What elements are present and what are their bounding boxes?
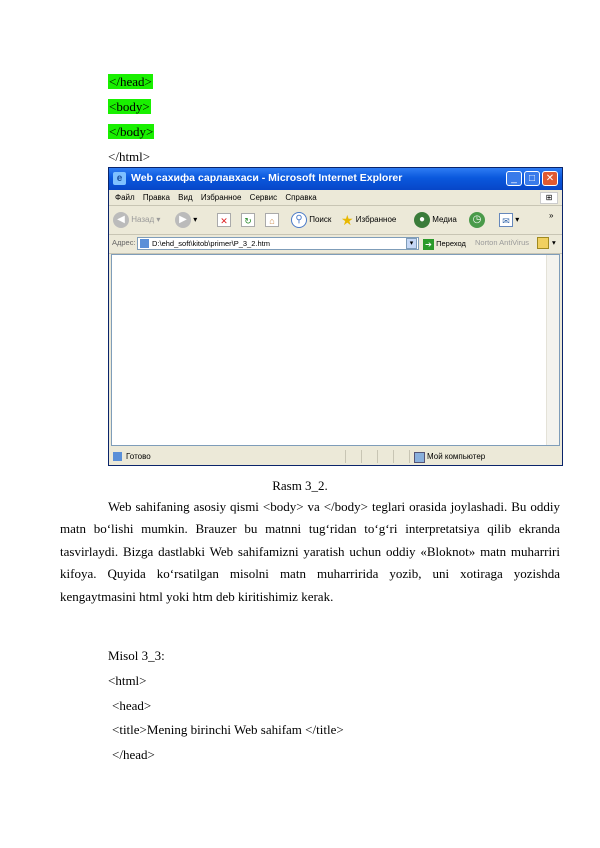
body-paragraph: Web sahifaning asosiy qismi <body> va </body> teglari orasida joylashadi. Bu oddiy matn bo‘lishi mumkin. Brauzer bu matnni tug‘ridan to‘g‘ri interpretatsiya qilib ekranda tasvirlaydi. Bizga dastlabki Web sahifamizni yaratish uchun oddiy «Bloknot» matn muharriri kifoya. Quyida ko‘rsatilgan misolni matn muharririda yozib, uni xotiraga yozishda kengaytmasini html yoki htm deb kiritishimiz kerak. bbox=[60, 499, 560, 604]
status-zone: Мой компьютер bbox=[427, 452, 486, 461]
page-content-area bbox=[111, 254, 560, 446]
norton-icon[interactable] bbox=[537, 237, 549, 249]
home-icon: ⌂ bbox=[265, 213, 279, 227]
address-input[interactable]: D:\ehd_soft\kitob\primer\P_3_2.htm ▾ bbox=[137, 237, 419, 250]
norton-label: Norton AntiVirus bbox=[475, 238, 530, 247]
menu-favorites[interactable]: Избранное bbox=[200, 193, 242, 202]
minimize-icon[interactable]: _ bbox=[506, 171, 522, 186]
browser-menu-bar bbox=[109, 190, 562, 206]
mail-icon: ✉ bbox=[499, 213, 513, 227]
address-label: Адрес: bbox=[112, 238, 136, 247]
toolbar-overflow-icon[interactable]: » bbox=[549, 211, 554, 220]
norton-dropdown-icon[interactable]: ▾ bbox=[552, 238, 556, 247]
browser-window bbox=[108, 167, 563, 466]
mail-button[interactable]: ✉ ▾ bbox=[499, 211, 519, 229]
figure-caption: Rasm 3_2. bbox=[272, 478, 328, 493]
ie-logo-icon: e bbox=[113, 172, 126, 185]
forward-arrow-icon: ▶ bbox=[175, 212, 191, 228]
browser-title-bar bbox=[109, 168, 562, 190]
back-arrow-icon: ◀ bbox=[113, 212, 129, 228]
favorites-button[interactable]: ★ Избранное bbox=[341, 212, 397, 228]
browser-title: Web сахифа сарлавхаси - Microsoft Internet Explorer bbox=[131, 172, 403, 184]
close-icon[interactable]: ✕ bbox=[542, 171, 558, 186]
menu-file[interactable]: Файл bbox=[115, 193, 135, 202]
computer-icon bbox=[414, 452, 425, 463]
page-icon bbox=[140, 239, 149, 248]
go-arrow-icon: ➔ bbox=[423, 239, 434, 250]
forward-button[interactable]: ▶ ▾ bbox=[175, 211, 197, 229]
history-icon: ◷ bbox=[469, 212, 485, 228]
windows-flag-icon: ⊞ bbox=[540, 192, 558, 204]
status-text: Готово bbox=[126, 452, 151, 461]
back-button[interactable]: ◀ Назад ▾ bbox=[113, 211, 160, 229]
history-button[interactable] bbox=[469, 211, 485, 229]
browser-toolbar bbox=[109, 206, 562, 235]
code-line-head-close-bottom: </head> bbox=[112, 747, 155, 762]
code-line-body-open: <body> bbox=[109, 99, 150, 114]
address-dropdown-icon[interactable]: ▾ bbox=[406, 238, 417, 249]
code-line-head-close: </head> bbox=[109, 74, 152, 89]
stop-button[interactable] bbox=[217, 211, 231, 229]
star-icon: ★ bbox=[341, 212, 354, 228]
example-label: Misol 3_3: bbox=[108, 648, 165, 663]
refresh-button[interactable] bbox=[241, 211, 255, 229]
menu-view[interactable]: Вид bbox=[178, 193, 193, 202]
home-button[interactable] bbox=[265, 211, 279, 229]
search-button[interactable]: ⚲ Поиск bbox=[291, 211, 331, 229]
stop-icon: ✕ bbox=[217, 213, 231, 227]
status-page-icon bbox=[113, 452, 122, 461]
code-line-body-close: </body> bbox=[109, 124, 154, 139]
maximize-icon[interactable]: □ bbox=[524, 171, 540, 186]
menu-tools[interactable]: Сервис bbox=[249, 193, 278, 202]
code-line-html-open: <html> bbox=[108, 673, 147, 688]
address-bar bbox=[109, 235, 562, 254]
vertical-scrollbar[interactable] bbox=[546, 255, 559, 445]
status-bar bbox=[109, 448, 562, 465]
code-line-html-close: </html> bbox=[108, 149, 151, 164]
media-button[interactable]: ● Медиа bbox=[414, 211, 457, 229]
media-icon: ● bbox=[414, 212, 430, 228]
menu-help[interactable]: Справка bbox=[285, 193, 317, 202]
search-icon: ⚲ bbox=[291, 212, 307, 228]
code-line-head-open: <head> bbox=[112, 698, 152, 713]
go-button[interactable]: ➔ Переход bbox=[423, 237, 466, 250]
code-line-title: <title>Mening birinchi Web sahifam </title> bbox=[112, 722, 344, 737]
refresh-icon: ↻ bbox=[241, 213, 255, 227]
menu-edit[interactable]: Правка bbox=[142, 193, 170, 202]
